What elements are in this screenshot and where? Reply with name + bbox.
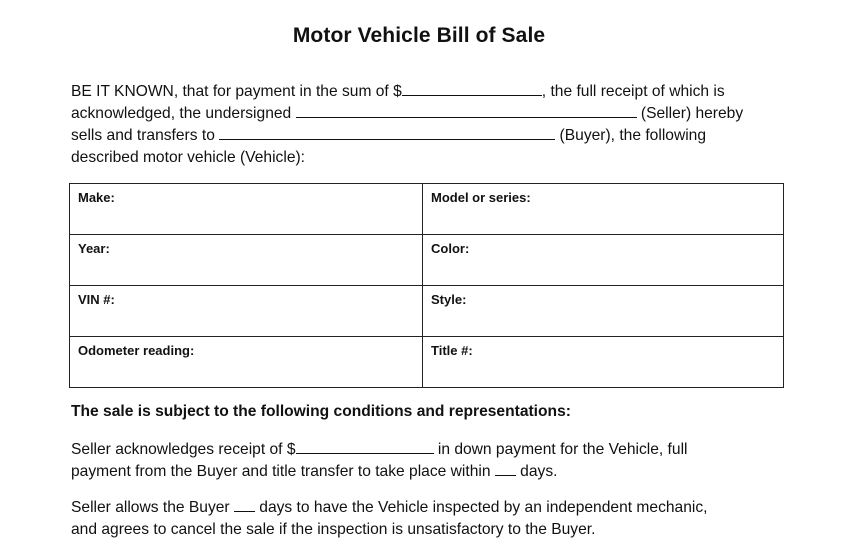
inspection-line-1: [71, 497, 791, 519]
color-field[interactable]: Color:: [423, 235, 784, 286]
intro-text: BE IT KNOWN, that for payment in the sum of $: [71, 83, 402, 100]
payment-text: days.: [515, 463, 558, 480]
table-row: [70, 235, 784, 286]
inspection-paragraph: [71, 497, 791, 541]
table-row: [70, 286, 784, 337]
intro-line-4: described motor vehicle (Vehicle):: [71, 149, 306, 166]
inspection-days-blank[interactable]: [234, 497, 255, 512]
seller-name-blank[interactable]: [296, 103, 637, 118]
document-title: Motor Vehicle Bill of Sale: [292, 24, 546, 47]
intro-line-1: [71, 81, 791, 103]
payment-line-2: [71, 461, 791, 483]
vin-field[interactable]: VIN #:: [70, 286, 423, 337]
conditions-heading: The sale is subject to the following conditions and representations:: [71, 403, 571, 420]
year-field[interactable]: Year:: [70, 235, 423, 286]
intro-text: (Buyer), the following: [555, 127, 707, 144]
inspection-text: days to have the Vehicle inspected by an independent mechanic,: [254, 499, 708, 516]
payment-text: payment from the Buyer and title transfer to take place within: [71, 463, 495, 480]
inspection-line-2: and agrees to cancel the sale if the inspection is unsatisfactory to the Buyer.: [71, 521, 596, 538]
payment-paragraph: [71, 439, 791, 483]
intro-text: , the full receipt of which is: [541, 83, 725, 100]
intro-line-2: [71, 103, 791, 125]
intro-line-3: [71, 125, 791, 147]
buyer-name-blank[interactable]: [219, 125, 555, 140]
inspection-text: Seller allows the Buyer: [71, 499, 234, 516]
payment-amount-blank[interactable]: [402, 81, 542, 96]
title-number-field[interactable]: Title #:: [423, 337, 784, 388]
payment-text: Seller acknowledges receipt of $: [71, 441, 296, 458]
odometer-field[interactable]: Odometer reading:: [70, 337, 423, 388]
style-field[interactable]: Style:: [423, 286, 784, 337]
make-field[interactable]: Make:: [70, 184, 423, 235]
vehicle-details-table: [69, 183, 784, 388]
intro-text: acknowledged, the undersigned: [71, 105, 296, 122]
table-row: [70, 184, 784, 235]
payment-text: in down payment for the Vehicle, full: [433, 441, 688, 458]
down-payment-blank[interactable]: [296, 439, 434, 454]
payment-line-1: [71, 439, 791, 461]
intro-text: (Seller) hereby: [636, 105, 744, 122]
intro-paragraph: [71, 81, 791, 169]
model-field[interactable]: Model or series:: [423, 184, 784, 235]
table-row: [70, 337, 784, 388]
intro-text: sells and transfers to: [71, 127, 220, 144]
transfer-days-blank[interactable]: [495, 461, 516, 476]
